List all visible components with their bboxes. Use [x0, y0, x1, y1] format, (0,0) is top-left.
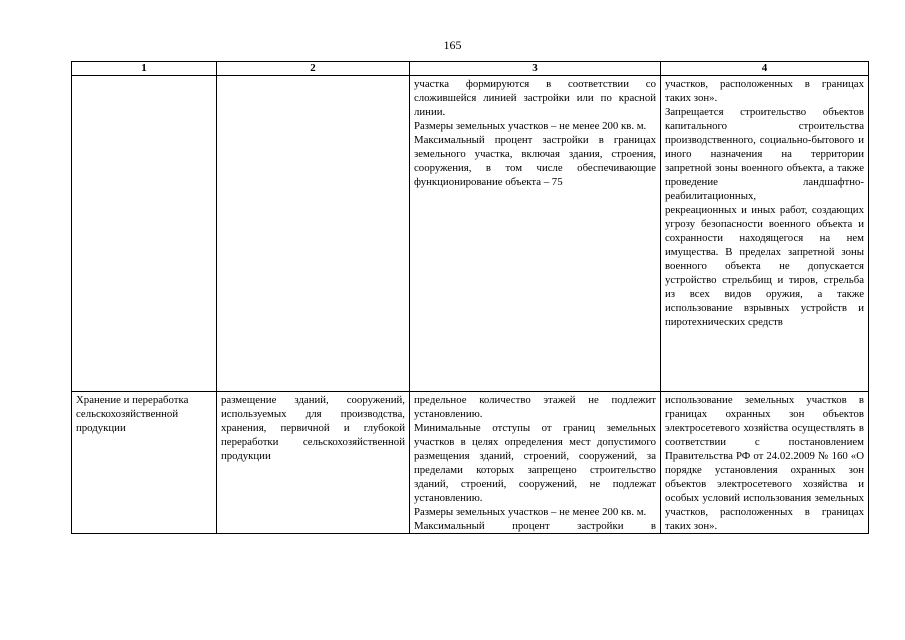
row2-col2-para: размещение зданий, сооружений, используемых для производства, хранения, первичной и глубокой переработки сельскохозяйственной продукции [221, 394, 405, 462]
column-header-3: 3 [410, 62, 661, 76]
row2-col4-para: использование земельных участков в границах охранных зон объектов электросетевого хозяйства осуществлять в соответствии с постановлением Правительства РФ от 24.02.2009 № 160 «О порядке установления охранных зон объектов электросетевого хозяйства и особых условий использования земельных участков, расположенных в границах таких зон». [665, 394, 864, 532]
row2-col1-cell [72, 392, 217, 534]
page-number: 165 [443, 38, 462, 52]
row2-col3-para: предельное количество этажей не подлежит установлению. [414, 394, 656, 420]
row1-col3-para: Максимальный процент застройки в границах земельного участка, включая здания, строения, сооружения, в том числе обеспечивающие функционирование объекта – 75 [414, 134, 656, 188]
table-header-row [72, 62, 869, 76]
row2-col2-cell [217, 392, 410, 534]
row1-col3-para: Размеры земельных участков – не менее 200 кв. м. [414, 120, 647, 132]
table-row [72, 76, 869, 392]
row1-col2-cell [217, 76, 410, 392]
row2-col1-para: Хранение и переработка сельскохозяйственной продукции [76, 394, 189, 434]
row1-col3-para: участка формируются в соответствии со сложившейся линией застройки или по красной линии. [414, 78, 656, 118]
row1-col4-para: Запрещается строительство объектов капитального строительства производственного, социально-бытового и иного назначения на территории запретной зоны военного объекта, а также проведение ландшафтно-реабилитационных, [665, 106, 864, 202]
row1-col4-para: рекреационных и иных работ, создающих угрозу безопасности военного объекта и сохранности находящегося на нем имущества. В пределах запретной зоны военного объекта не допускается устройство стрельбищ и тиров, стрельба из всех видов оружия, а также использование взрывных устройств и пиротехнических средств [665, 204, 864, 328]
row1-col3-cell [410, 76, 661, 392]
column-header-4: 4 [661, 62, 869, 76]
row2-col3-para: Максимальный процент застройки в [414, 520, 656, 532]
row2-col3-cell [410, 392, 661, 534]
row2-col4-cell [661, 392, 869, 534]
column-header-2: 2 [217, 62, 410, 76]
row1-col4-para: участков, расположенных в границах таких зон». [665, 78, 864, 104]
column-header-1: 1 [72, 62, 217, 76]
row2-col3-para: Размеры земельных участков – не менее 200 кв. м. [414, 506, 647, 518]
row1-col1-cell [72, 76, 217, 392]
row2-col3-para: Минимальные отступы от границ земельных участков в целях определения мест допустимого размещения зданий, строений, сооружений, за пределами которых запрещено строительство зданий, строений, сооружений, не подлежат установлению. [414, 422, 656, 504]
regulations-table [71, 61, 869, 534]
row1-col4-cell [661, 76, 869, 392]
table-row [72, 392, 869, 534]
